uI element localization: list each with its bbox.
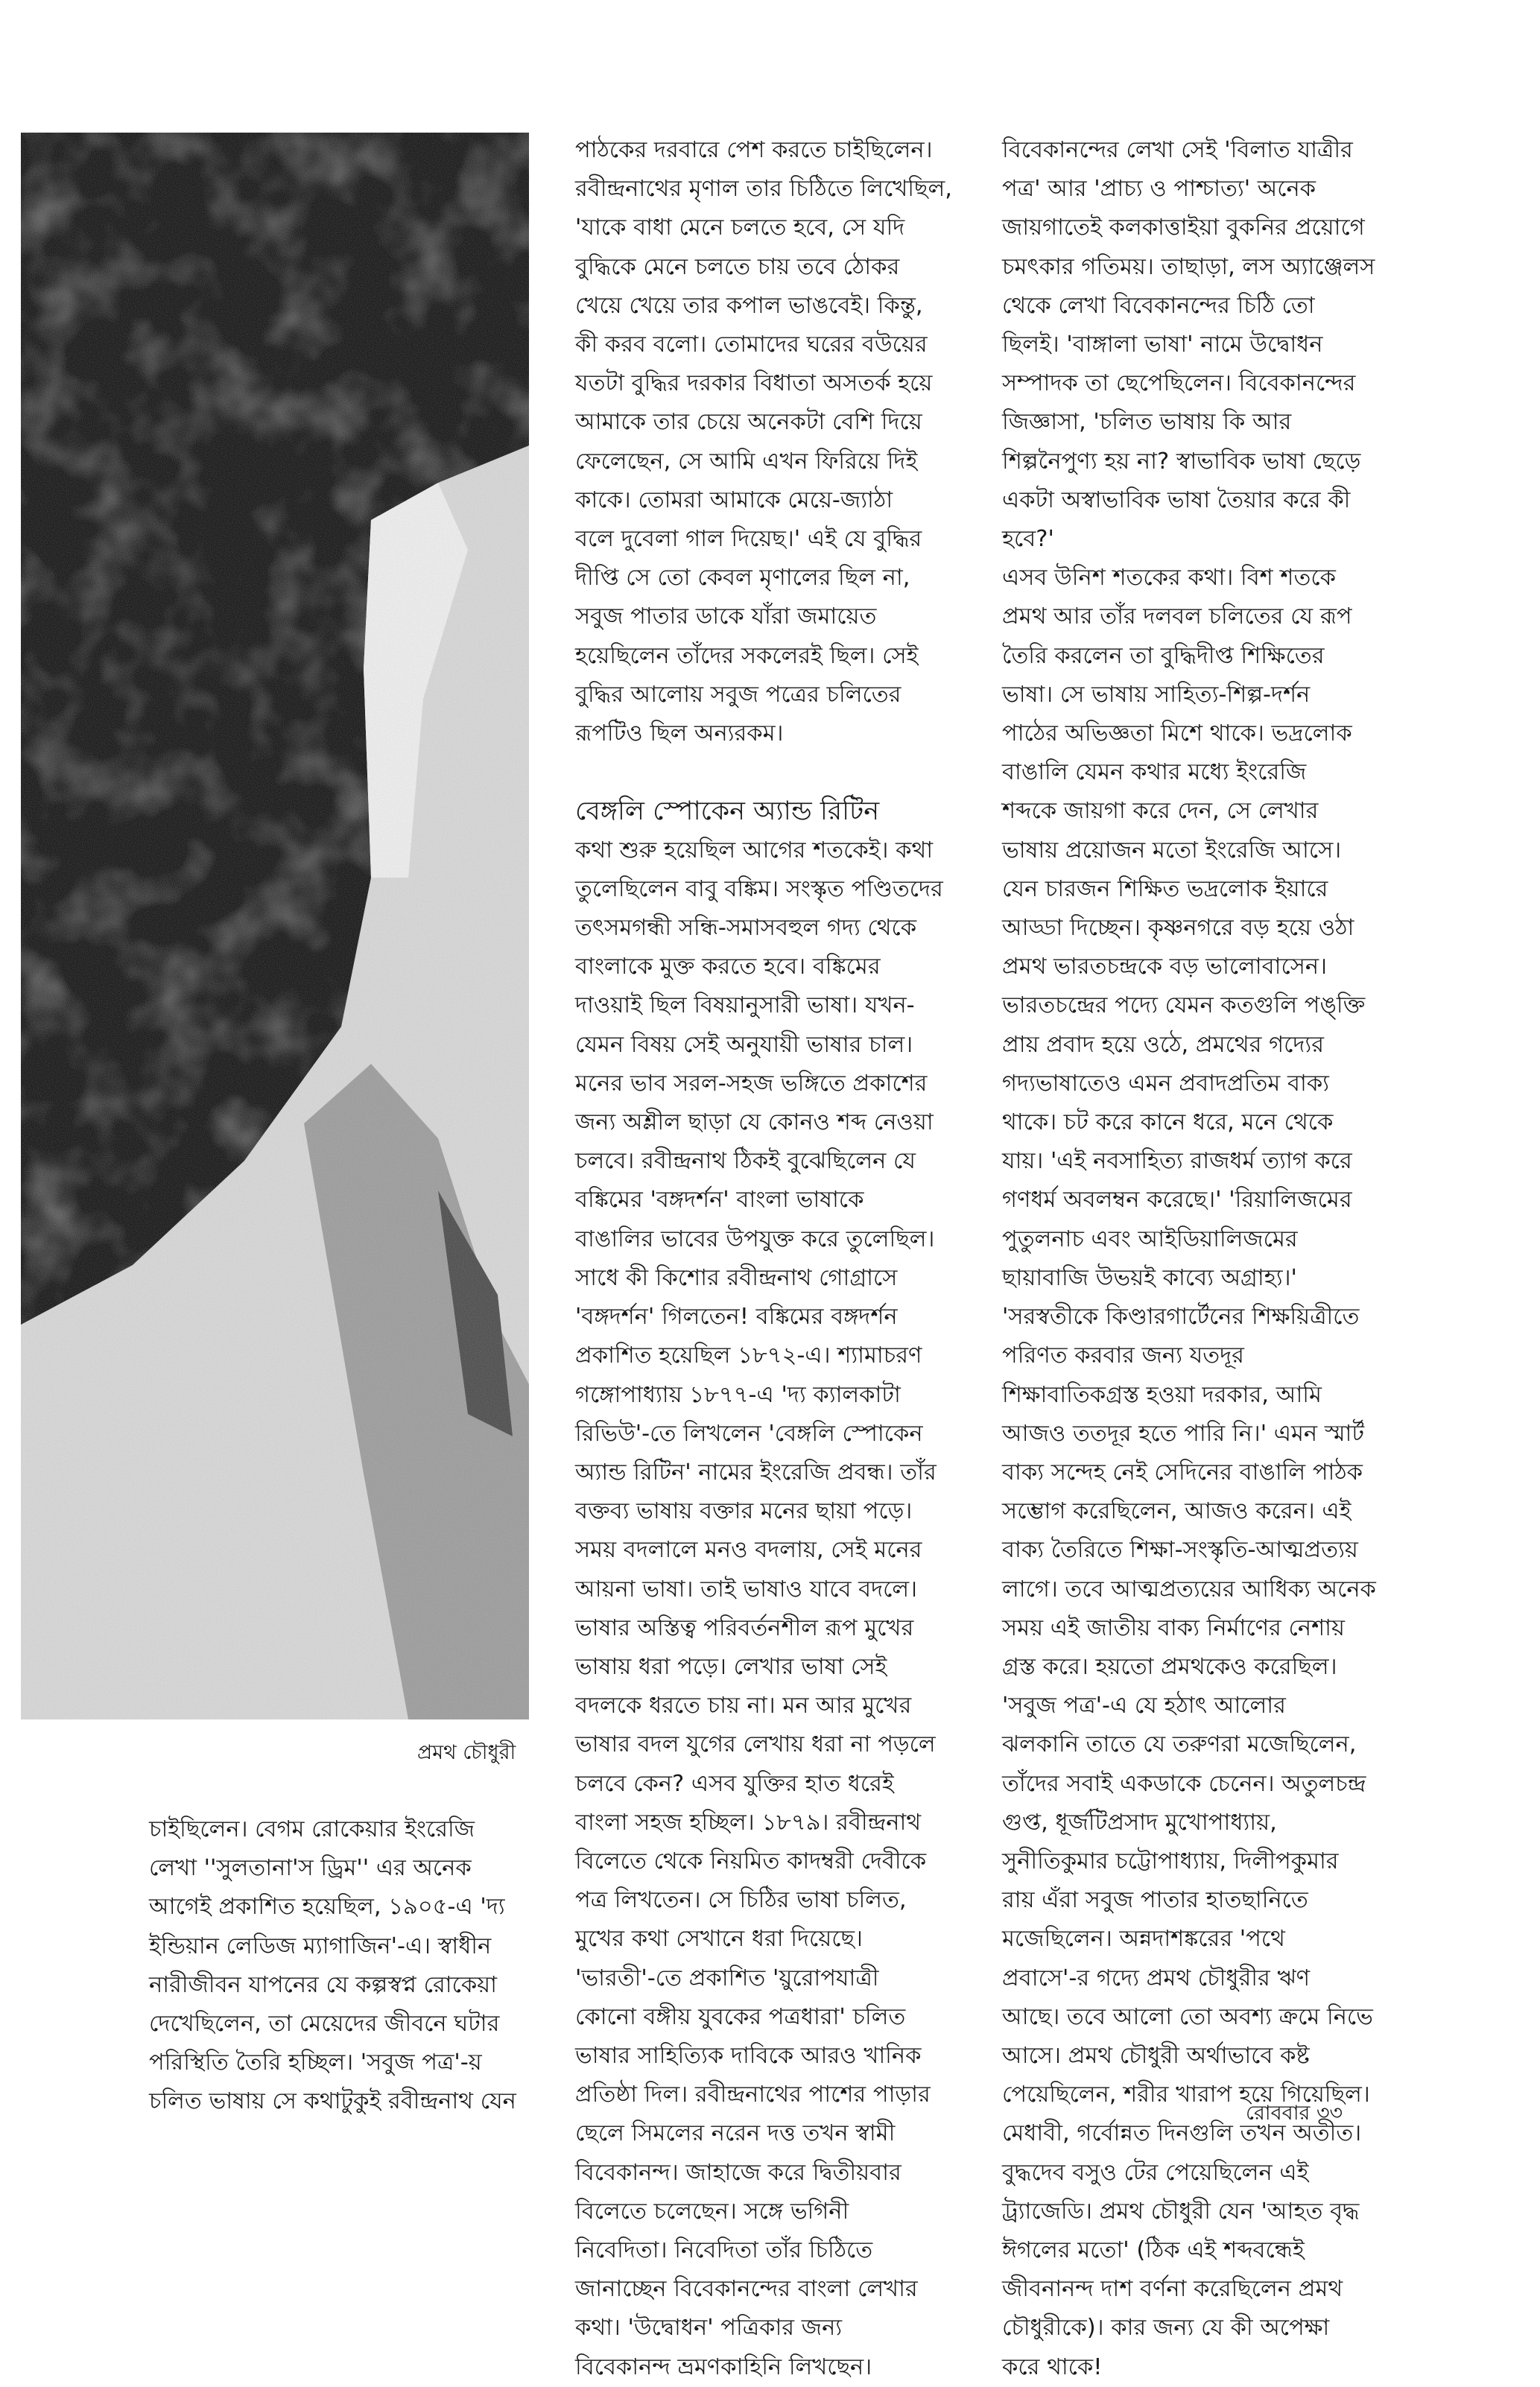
text-line: 'বঙ্গদর্শন' গিলতেন! বঙ্কিমের বঙ্গদর্শন xyxy=(575,1304,898,1331)
text-line: গ্রস্ত করে। হয়তো প্রমথকেও করেছিল। xyxy=(1002,1653,1337,1680)
text-line: শিল্পনৈপুণ্য হয় না? স্বাভাবিক ভাষা ছেড়ে xyxy=(1002,448,1361,475)
text-line: রূপটিও ছিল অন্যরকম। xyxy=(575,720,784,747)
text-line: ভাষায় ধরা পড়ে। লেখার ভাষা সেই xyxy=(575,1653,887,1680)
text-line: প্রায় প্রবাদ হয়ে ওঠে, প্রমথের গদ্যের xyxy=(1002,1031,1324,1058)
text-line: চলিত ভাষায় সে কথাটুকুই রবীন্দ্রনাথ যেন xyxy=(149,2088,516,2115)
text-line: ছিলই। 'বাঙ্গালা ভাষা' নামে উদ্বোধন xyxy=(1002,332,1323,358)
text-line: তৎসমগন্ধী সন্ধি-সমাসবহুল গদ্য থেকে xyxy=(575,915,917,942)
text-line: পরিণত করবার জন্য যতদূর xyxy=(1002,1343,1244,1369)
text-line: তাঁদের সবাই একডাকে চেনেন। অতুলচন্দ্র xyxy=(1002,1770,1366,1797)
text-line: সময় বদলালে মনও বদলায়, সেই মনের xyxy=(575,1537,922,1564)
text-line: তুলেছিলেন বাবু বঙ্কিম। সংস্কৃত পণ্ডিতদের xyxy=(575,875,943,902)
text-line: লেখা ''সুলতানা'স ড্রিম'' এর অনেক xyxy=(149,1855,472,1882)
text-line: তৈরি করলেন তা বুদ্ধিদীপ্ত শিক্ষিতের xyxy=(1002,642,1325,669)
text-line: দাওয়াই ছিল বিষয়ানুসারী ভাষা। যখন- xyxy=(575,992,915,1019)
text-line: সময় এই জাতীয় বাক্য নির্মাণের নেশায় xyxy=(1002,1614,1345,1641)
text-line: ভারতচন্দ্রের পদ্যে যেমন কতগুলি পঙ্‌ক্তি xyxy=(1002,992,1366,1019)
text-line: 'ভারতী'-তে প্রকাশিত 'য়ুরোপযাত্রী xyxy=(575,1965,879,1991)
text-line: বাঙালি যেমন কথার মধ্যে ইংরেজি xyxy=(1002,759,1307,786)
text-line: লাগে। তবে আত্মপ্রত্যয়ের আধিক্য অনেক xyxy=(1002,1576,1376,1603)
text-line: যেন চারজন শিক্ষিত ভদ্রলোক ইয়ারে xyxy=(1002,875,1328,902)
text-line: সবুজ পাতার ডাকে যাঁরা জমায়েত xyxy=(575,603,877,630)
text-line: কাকে। তোমরা আমাকে মেয়ে-জ্যাঠা xyxy=(575,486,893,513)
text-line: বঙ্কিমের 'বঙ্গদর্শন' বাংলা ভাষাকে xyxy=(575,1187,864,1214)
text-line: আছে। তবে আলো তো অবশ্য ক্রমে নিভে xyxy=(1002,2003,1373,2030)
text-line: চলবে কেন? এসব যুক্তির হাত ধরেই xyxy=(575,1770,894,1797)
text-line: বক্তব্য ভাষায় বক্তার মনের ছায়া পড়ে। xyxy=(575,1498,913,1525)
text-line: রবীন্দ্রনাথের মৃণাল তার চিঠিতে লিখেছিল, xyxy=(575,176,952,203)
text-line: 'সবুজ পত্র'-এ যে হঠাৎ আলোর xyxy=(1002,1693,1286,1719)
text-line: বিবেকানন্দ। জাহাজে করে দ্বিতীয়বার xyxy=(575,2159,901,2186)
text-line: চমৎকার গতিময়। তাছাড়া, লস অ্যাঞ্জেলস xyxy=(1002,253,1375,280)
text-line: কী করব বলো। তোমাদের ঘরের বউয়ের xyxy=(575,332,928,358)
text-line: ঝলকানি তাতে যে তরুণরা মজেছিলেন, xyxy=(1002,1731,1357,1758)
text-line: জন্য অশ্লীল ছাড়া যে কোনও শব্দ নেওয়া xyxy=(575,1109,934,1136)
text-line: গুপ্ত, ধূর্জটিপ্রসাদ মুখোপাধ্যায়, xyxy=(1002,1809,1277,1836)
text-line: বিবেকানন্দ ভ্রমণকাহিনি লিখছেন। xyxy=(575,2353,872,2380)
text-line: বলে দুবেলা গাল দিয়েছ।' এই যে বুদ্ধির xyxy=(575,526,922,553)
text-line: 'সরস্বতীকে কিণ্ডারগার্টেনের শিক্ষয়িত্রীতে xyxy=(1002,1304,1360,1331)
text-line: চাইছিলেন। বেগম রোকেয়ার ইংরেজি xyxy=(149,1816,475,1842)
text-line: পাঠকের দরবারে পেশ করতে চাইছিলেন। xyxy=(575,137,933,163)
text-line: বুদ্ধিকে মেনে চলতে চায় তবে ঠোকর xyxy=(575,253,900,280)
text-line: হয়েছিলেন তাঁদের সকলেরই ছিল। সেই xyxy=(575,642,919,669)
text-line: জানাচ্ছেন বিবেকানন্দের বাংলা লেখার xyxy=(575,2276,918,2303)
text-line: জিজ্ঞাসা, 'চলিত ভাষায় কি আর xyxy=(1002,409,1292,436)
text-line: ভাষার সাহিত্যিক দাবিকে আরও খানিক xyxy=(575,2042,922,2069)
text-line: কথা। 'উদ্বোধন' পত্রিকার জন্য xyxy=(575,2315,843,2342)
text-line: যতটা বুদ্ধির দরকার বিধাতা অসতর্ক হয়ে xyxy=(575,370,933,397)
text-line: পুতুলনাচ এবং আইডিয়ালিজমের xyxy=(1002,1226,1298,1252)
text-line: ভাষার অস্তিত্ব পরিবর্তনশীল রূপ মুখের xyxy=(575,1614,914,1641)
text-line: বাক্য তৈরিতে শিক্ষা-সংস্কৃতি-আত্মপ্রত্যয় xyxy=(1002,1537,1358,1564)
text-line: ট্র্যাজেডি। প্রমথ চৌধুরী যেন 'আহত বৃদ্ধ xyxy=(1002,2198,1360,2225)
text-line: ছেলে সিমলের নরেন দত্ত তখন স্বামী xyxy=(575,2120,896,2147)
text-line: যেমন বিষয় সেই অনুযায়ী ভাষার চাল। xyxy=(575,1031,913,1058)
text-line: করে থাকে! xyxy=(1002,2353,1103,2380)
text-line: যায়। 'এই নবসাহিত্য রাজধর্ম ত্যাগ করে xyxy=(1002,1148,1352,1175)
text-line: 'যাকে বাধা মেনে চলতে হবে, সে যদি xyxy=(575,215,905,241)
text-line: সম্ভোগ করেছিলেন, আজও করেন। এই xyxy=(1002,1498,1352,1525)
text-line: পরিস্থিতি তৈরি হচ্ছিল। 'সবুজ পত্র'-য় xyxy=(149,2050,482,2076)
text-line: প্রবাসে'-র গদ্যে প্রমথ চৌধুরীর ঋণ xyxy=(1002,1965,1311,1991)
text-line: পেয়েছিলেন, শরীর খারাপ হয়ে গিয়েছিল। xyxy=(1002,2082,1370,2108)
text-line: বাঙালির ভাবের উপযুক্ত করে তুলেছিল। xyxy=(575,1226,935,1252)
text-line: ভাষায় প্রয়োজন মতো ইংরেজি আসে। xyxy=(1002,837,1342,863)
column-3 xyxy=(1002,131,1376,2387)
text-line: ফেলেছেন, সে আমি এখন ফিরিয়ে দিই xyxy=(575,448,918,475)
text-line: মেধাবী, গর্বোন্নত দিনগুলি তখন অতীত। xyxy=(1002,2120,1362,2147)
text-line: বিলেতে থেকে নিয়মিত কাদম্বরী দেবীকে xyxy=(575,1848,927,1874)
text-line: গণধর্ম অবলম্বন করেছে।' 'রিয়ালিজমের xyxy=(1002,1187,1352,1214)
text-line: সাধে কী কিশোর রবীন্দ্রনাথ গোগ্রাসে xyxy=(575,1264,898,1291)
text-line: ঈগলের মতো' (ঠিক এই শব্দবন্ধেই xyxy=(1002,2237,1305,2263)
text-line: বুদ্ধদেব বসুও টের পেয়েছিলেন এই xyxy=(1002,2159,1309,2186)
text-line: গদ্যভাষাতেও এমন প্রবাদপ্রতিম বাক্য xyxy=(1002,1070,1330,1097)
text-line: মজেছিলেন। অন্নদাশঙ্করের 'পথে xyxy=(1002,1926,1285,1953)
text-line: দীপ্তি সে তো কেবল মৃণালের ছিল না, xyxy=(575,565,910,592)
text-line: ছায়াবাজি উভয়ই কাব্যে অগ্রাহ্য।' xyxy=(1002,1264,1297,1291)
text-line: বিলেতে চলেছেন। সঙ্গে ভগিনী xyxy=(575,2198,849,2225)
text-line: বুদ্ধির আলোয় সবুজ পত্রের চলিতের xyxy=(575,681,901,708)
text-line: আসে। প্রমথ চৌধুরী অর্থাভাবে কষ্ট xyxy=(1002,2042,1310,2069)
text-line: চৌধুরীকে)। কার জন্য যে কী অপেক্ষা xyxy=(1002,2315,1330,2342)
section-subheading: বেঙ্গলি স্পোকেন অ্যান্ড রিটিন xyxy=(575,796,880,827)
spacer xyxy=(575,753,952,792)
text-line: পত্র লিখতেন। সে চিঠির ভাষা চলিত, xyxy=(575,1887,907,1914)
text-line: রায় এঁরা সবুজ পাতার হাতছানিতে xyxy=(1002,1887,1308,1914)
text-line: দেখেছিলেন, তা মেয়েদের জীবনে ঘটার xyxy=(149,2011,500,2038)
text-line: বাংলাকে মুক্ত করতে হবে। বঙ্কিমের xyxy=(575,954,881,980)
text-line: একটা অস্বাভাবিক ভাষা তৈয়ার করে কী xyxy=(1002,486,1351,513)
text-line: পত্র' আর 'প্রাচ্য ও পাশ্চাত্য' অনেক xyxy=(1002,176,1316,203)
text-line: হবে?' xyxy=(1002,526,1054,553)
text-line: এসব উনিশ শতকের কথা। বিশ শতকে xyxy=(1002,565,1336,592)
text-line: বাংলা সহজ হচ্ছিল। ১৮৭৯। রবীন্দ্রনাথ xyxy=(575,1809,922,1836)
text-line: খেয়ে খেয়ে তার কপাল ভাঙবেই। কিন্তু, xyxy=(575,292,923,319)
text-line: গঙ্গোপাধ্যায় ১৮৭৭-এ 'দ্য ক্যালকাটা xyxy=(575,1381,901,1408)
text-line: প্রমথ ভারতচন্দ্রকে বড় ভালোবাসেন। xyxy=(1002,954,1327,980)
text-line: ইন্ডিয়ান লেডিজ ম্যাগাজিন'-এ। স্বাধীন xyxy=(149,1933,492,1959)
text-line: বাক্য সন্দেহ নেই সেদিনের বাঙালি পাঠক xyxy=(1002,1459,1363,1486)
text-line: নারীজীবন যাপনের যে কল্পস্বপ্ন রোকেয়া xyxy=(149,1971,497,1998)
text-line: পাঠের অভিজ্ঞতা মিশে থাকে। ভদ্রলোক xyxy=(1002,720,1352,747)
text-line: অ্যান্ড রিটিন' নামের ইংরেজি প্রবন্ধ। তাঁর xyxy=(575,1459,937,1486)
text-line: আগেই প্রকাশিত হয়েছিল, ১৯০৫-এ 'দ্য xyxy=(149,1894,505,1921)
text-line: থাকে। চট করে কানে ধরে, মনে থেকে xyxy=(1002,1109,1334,1136)
text-line: কথা শুরু হয়েছিল আগের শতকেই। কথা xyxy=(575,837,934,863)
text-line: থেকে লেখা বিবেকানন্দের চিঠি তো xyxy=(1002,292,1315,319)
text-line: শব্দকে জায়গা করে দেন, সে লেখার xyxy=(1002,798,1319,825)
text-line: আড্ডা দিচ্ছেন। কৃষ্ণনগরে বড় হয়ে ওঠা xyxy=(1002,915,1354,942)
photo-caption: প্রমথ চৌধুরী xyxy=(417,1741,516,1764)
portrait-photo xyxy=(21,133,529,1719)
text-line: ভাষার বদল যুগের লেখায় ধরা না পড়লে xyxy=(575,1731,936,1758)
text-line: প্রকাশিত হয়েছিল ১৮৭২-এ। শ্যামাচরণ xyxy=(575,1343,922,1369)
text-line: জায়গাতেই কলকাত্তাইয়া বুকনির প্রয়োগে xyxy=(1002,215,1365,241)
text-line: মুখের কথা সেখানে ধরা দিয়েছে। xyxy=(575,1926,863,1953)
text-line: জীবনানন্দ দাশ বর্ণনা করেছিলেন প্রমথ xyxy=(1002,2276,1343,2303)
text-line: বদলকে ধরতে চায় না। মন আর মুখের xyxy=(575,1693,912,1719)
column-2 xyxy=(575,131,952,2387)
text-line: প্রমথ আর তাঁর দলবল চলিতের যে রূপ xyxy=(1002,603,1352,630)
column-1 xyxy=(149,1810,516,2122)
text-line: বিবেকানন্দের লেখা সেই 'বিলাত যাত্রীর xyxy=(1002,137,1353,163)
text-line: প্রতিষ্ঠা দিল। রবীন্দ্রনাথের পাশের পাড়ার xyxy=(575,2082,931,2108)
text-line: সম্পাদক তা ছেপেছিলেন। বিবেকানন্দের xyxy=(1002,370,1356,397)
text-line: শিক্ষাবাতিকগ্রস্ত হওয়া দরকার, আমি xyxy=(1002,1381,1322,1408)
page-footer: রোববার ৩৩ xyxy=(1246,2102,1343,2125)
text-line: ভাষা। সে ভাষায় সাহিত্য-শিল্প-দর্শন xyxy=(1002,681,1311,708)
text-line: আমাকে তার চেয়ে অনেকটা বেশি দিয়ে xyxy=(575,409,922,436)
text-line: আয়না ভাষা। তাই ভাষাও যাবে বদলে। xyxy=(575,1576,918,1603)
text-line: কোনো বঙ্গীয় যুবকের পত্রধারা' চলিত xyxy=(575,2003,906,2030)
text-line: নিবেদিতা। নিবেদিতা তাঁর চিঠিতে xyxy=(575,2237,873,2263)
text-line: মনের ভাব সরল-সহজ ভঙ্গিতে প্রকাশের xyxy=(575,1070,928,1097)
text-line: রিভিউ'-তে লিখলেন 'বেঙ্গলি স্পোকেন xyxy=(575,1420,923,1447)
text-line: চলবে। রবীন্দ্রনাথ ঠিকই বুঝেছিলেন যে xyxy=(575,1148,916,1175)
text-line: সুনীতিকুমার চট্টোপাধ্যায়, দিলীপকুমার xyxy=(1002,1848,1339,1874)
text-line: আজও ততদূর হতে পারি নি।' এমন স্মার্ট xyxy=(1002,1420,1364,1447)
